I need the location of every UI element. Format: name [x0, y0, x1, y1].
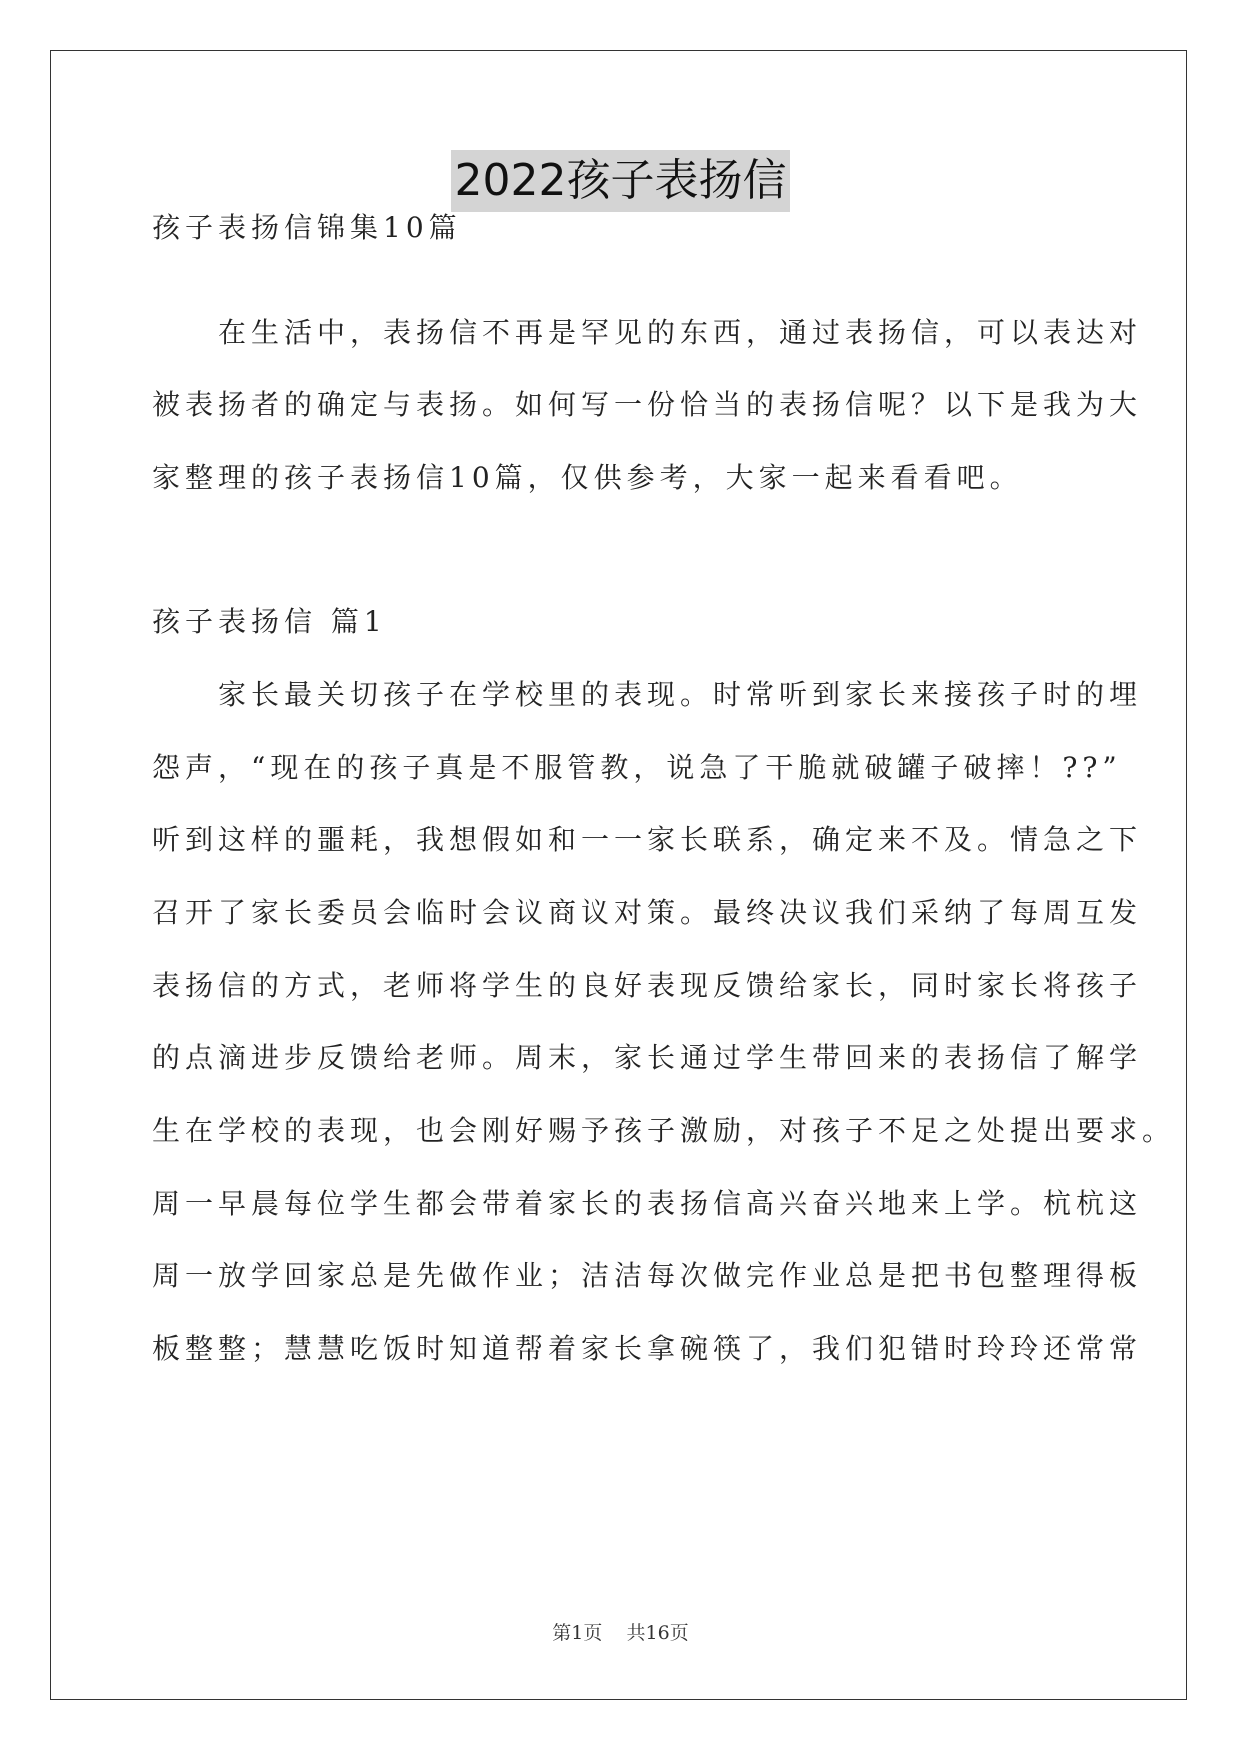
body-line-4: 召开了家长委员会临时会议商议对策。最终决议我们采纳了每周互发 [152, 896, 1143, 929]
footer-page-suffix: 页 [583, 1622, 603, 1644]
subtitle: 孩子表扬信锦集10篇 [152, 211, 462, 244]
body-line-3: 听到这样的噩耗，我想假如和一一家长联系，确定来不及。情急之下 [152, 823, 1143, 856]
body-line-5: 表扬信的方式，老师将学生的良好表现反馈给家长，同时家长将孩子 [152, 969, 1143, 1002]
footer-page-prefix: 第 [552, 1622, 572, 1644]
footer-page-number: 1 [571, 1622, 584, 1644]
section-heading: 孩子表扬信 篇1 [152, 605, 387, 638]
page-footer [0, 1621, 1241, 1645]
document-title: 2022孩子表扬信 [451, 150, 791, 212]
body-line-2: 怨声，“现在的孩子真是不服管教，说急了干脆就破罐子破摔！??” [152, 751, 1122, 784]
title-container [0, 150, 1241, 212]
intro-line-3: 家整理的孩子表扬信10篇，仅供参考，大家一起来看看吧。 [152, 461, 1023, 494]
body-line-10: 板整整；慧慧吃饭时知道帮着家长拿碗筷了，我们犯错时玲玲还常常 [152, 1332, 1143, 1365]
footer-total-suffix: 页 [669, 1622, 689, 1644]
body-line-6: 的点滴进步反馈给老师。周末，家长通过学生带回来的表扬信了解学 [152, 1041, 1143, 1074]
page-border [50, 50, 1187, 1700]
footer-total-pages: 16 [645, 1622, 670, 1644]
intro-line-1: 在生活中，表扬信不再是罕见的东西，通过表扬信，可以表达对 [152, 316, 1143, 349]
body-line-8: 周一早晨每位学生都会带着家长的表扬信高兴奋兴地来上学。杭杭这 [152, 1187, 1143, 1220]
body-line-1: 家长最关切孩子在学校里的表现。时常听到家长来接孩子时的埋 [152, 678, 1143, 711]
intro-line-2: 被表扬者的确定与表扬。如何写一份恰当的表扬信呢？以下是我为大 [152, 388, 1143, 421]
body-line-9: 周一放学回家总是先做作业；洁洁每次做完作业总是把书包整理得板 [152, 1259, 1143, 1292]
body-line-7: 生在学校的表现，也会刚好赐予孩子激励，对孩子不足之处提出要求。 [152, 1114, 1176, 1147]
footer-total-prefix: 共 [626, 1622, 646, 1644]
